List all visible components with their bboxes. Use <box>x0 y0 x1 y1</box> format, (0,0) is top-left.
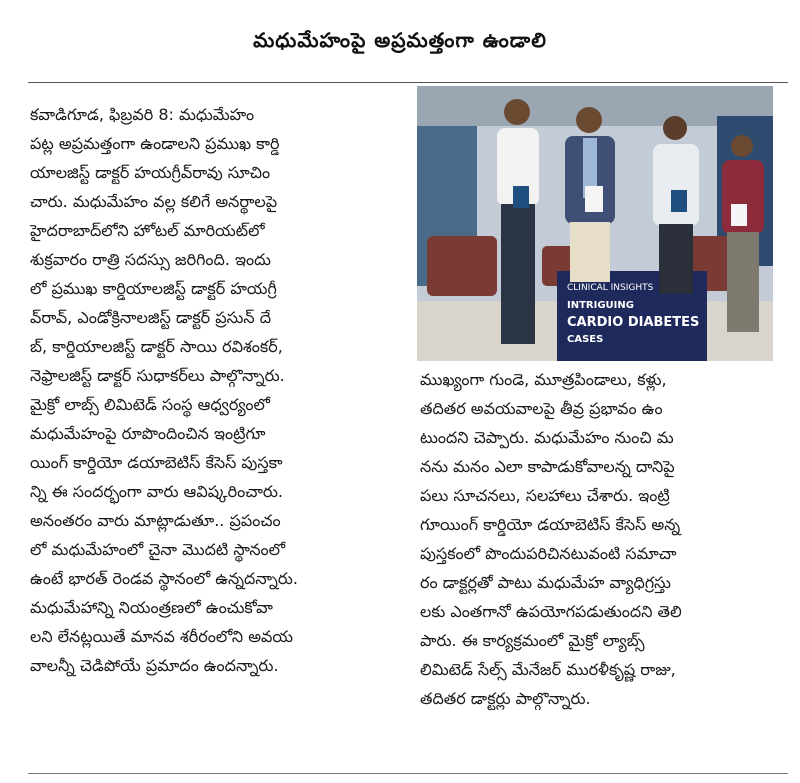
right-column-line: టుందని చెప్పారు. మధుమేహం నుంచి మ <box>420 428 674 447</box>
right-column-line: పారు. ఈ కార్యక్రమంలో మైక్రో ల్యాబ్స్ <box>420 631 645 650</box>
left-column-line: వ్‌రావ్, ఎండోక్రినాలజిస్ట్ డాక్టర్ ప్రసున్ దే <box>30 308 272 327</box>
left-column-line: లని లేనట్లయితే మానవ శరీరంలోని అవయ <box>30 627 293 646</box>
event-photo <box>417 86 773 361</box>
left-column-line: చారు. మధుమేహం వల్ల కలిగే అనర్థాలపై <box>30 192 278 211</box>
right-column-line: పలు సూచనలు, సలహాలు చేశారు. ఇంట్రి <box>420 486 670 505</box>
left-column-line: అనంతరం వారు మాట్లాడుతూ.. ప్రపంచం <box>30 511 281 530</box>
banner-line-4: CASES <box>567 334 604 345</box>
right-column-line: లిమిటెడ్ సేల్స్ మేనేజర్ మురళీకృష్ణ రాజు, <box>420 660 676 679</box>
left-column-line: యాలజిస్ట్ డాక్టర్ హయగ్రీవ్‌రావు సూచిం <box>30 163 271 182</box>
banner-line-1: CLINICAL INSIGHTS <box>567 283 654 293</box>
right-column-line: పుస్తకంలో పొందుపరిచినటువంటి సమాచా <box>420 544 677 563</box>
left-column-line: లో ప్రముఖ కార్డియాలజిస్ట్ డాక్టర్ హయగ్రీ <box>30 279 277 298</box>
right-column-line: తదితర డాక్టర్లు పాల్గొన్నారు. <box>420 689 591 708</box>
banner-line-2: INTRIGUING <box>567 300 634 311</box>
left-column-line: మధుమేహాన్ని నియంత్రణలో ఉంచుకోవా <box>30 598 273 617</box>
headline: మధుమేహంపై అప్రమత్తంగా ఉండాలి <box>253 28 547 52</box>
left-column-line: ఉంటే భారత్ రెండవ స్థానంలో ఉన్నదన్నారు. <box>30 569 298 588</box>
left-column-line: వాలన్నీ చెడిపోయే ప్రమాదం ఉందన్నారు. <box>30 656 279 675</box>
right-column-line: నను మనం ఎలా కాపాడుకోవాలన్న దానిపై <box>420 457 675 476</box>
left-column-line: మధుమేహంపై రూపొందించిన ఇంట్రిగూ <box>30 424 266 443</box>
left-column-line: నెఫ్రాలజిస్ట్ డాక్టర్ సుధాకర్‌లు పాల్గొన్నారు. <box>30 366 285 385</box>
bottom-divider <box>28 773 788 774</box>
article-right-column <box>420 365 776 713</box>
right-column-line: ముఖ్యంగా గుండె, మూత్రపిండాలు, కళ్లు, <box>420 370 667 389</box>
left-column-line: న్ని ఈ సందర్భంగా వారు ఆవిష్కరించారు. <box>30 482 283 501</box>
left-column-line: హైదరాబాద్‌లోని హోటల్ మారియట్‌లో <box>30 221 265 240</box>
left-column-line: బ్, కార్డియాలజిస్ట్ డాక్టర్ సాయి రవిశంకర్, <box>30 337 283 356</box>
article-left-column <box>30 100 408 680</box>
right-column-line: లకు ఎంతగానో ఉపయోగపడుతుందని తెలి <box>420 602 682 621</box>
right-column-line: తదితర అవయవాలపై తీవ్ర ప్రభావం ఉం <box>420 399 663 418</box>
left-column-line: యింగ్ కార్డియో డయాబెటిస్ కేసెస్ పుస్తకా <box>30 453 283 472</box>
left-column-line: కవాడిగూడ, ఫిబ్రవరి 8: మధుమేహం <box>30 105 255 124</box>
right-column-line: గూయింగ్ కార్డియో డయాబెటిస్ కేసెస్ అన్న <box>420 515 681 534</box>
left-column-line: శుక్రవారం రాత్రి సదస్సు జరిగింది. ఇందు <box>30 250 271 269</box>
banner-line-3: CARDIO DIABETES <box>567 315 700 330</box>
left-column-line: పట్ల అప్రమత్తంగా ఉండాలని ప్రముఖ కార్డి <box>30 134 280 153</box>
left-column-line: లో మధుమేహంలో చైనా మొదటి స్థానంలో <box>30 540 286 559</box>
headline-divider <box>28 82 788 83</box>
left-column-line: మైక్రో లాబ్స్ లిమిటెడ్ సంస్థ ఆధ్వర్యంలో <box>30 395 270 414</box>
right-column-line: రం డాక్టర్లతో పాటు మధుమేహ వ్యాధిగ్రస్తు <box>420 573 671 592</box>
